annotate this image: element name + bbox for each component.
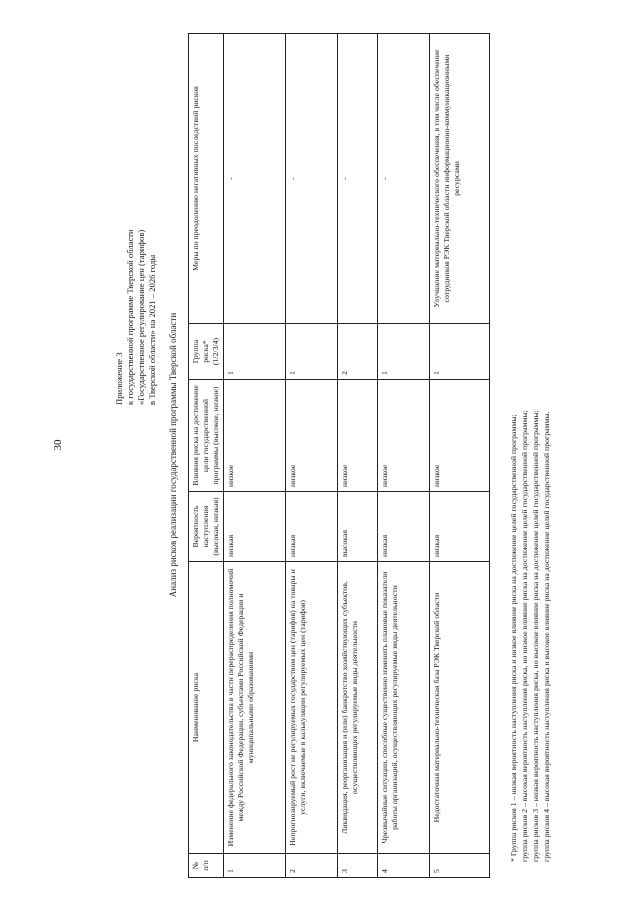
appendix-line: Приложение 3 (114, 352, 124, 405)
appendix-header (114, 35, 158, 405)
header-number: № п/п (189, 854, 224, 878)
row-number: 5 (430, 854, 490, 878)
risk-name: Ликвидация, реорганизация и (или) банкротство хозяйствующих субъектов, осуществляющих регулируемые виды деятельности (338, 562, 378, 854)
footnote-line: группа рисков 2 – высокая вероятность наступления риска, но низкое влияние риска на достижение целей государственной программы; (520, 410, 529, 862)
risk-probability: низкая (378, 492, 430, 562)
risk-table (188, 33, 490, 878)
risk-group: 1 (224, 324, 286, 380)
row-number: 4 (378, 854, 430, 878)
footnote-line: группа рисков 4 – высокая вероятность наступления риска и высокое влияние риска на достижение целей государственной программы. (542, 411, 551, 862)
page-number: 30 (52, 439, 64, 451)
appendix-line: «Государственное регулирование цен (тарифов) (136, 229, 146, 405)
header-risk-name: Наименование риска (189, 562, 224, 854)
header-measures: Меры по преодолению негативных последствий рисков (189, 34, 224, 324)
risk-group: 1 (430, 324, 490, 380)
table-row (378, 34, 430, 878)
risk-measures: Улучшение материально-технического обеспечения, в том числе обеспечение сотрудников РЭК Тверской области информационно-коммуникационными ресурсами (430, 34, 490, 324)
row-number: 1 (224, 854, 286, 878)
risk-group: 1 (378, 324, 430, 380)
row-number: 2 (286, 854, 338, 878)
risk-influence: низкое (430, 380, 490, 492)
risk-measures: - (224, 34, 286, 324)
risk-probability: низкая (224, 492, 286, 562)
header-probability: Вероятность наступления (высокая, низкая) (189, 492, 224, 562)
risk-group: 1 (286, 324, 338, 380)
table-row (430, 34, 490, 878)
risk-probability: высокая (338, 492, 378, 562)
risk-influence: низкое (378, 380, 430, 492)
risk-name: Непрогнозируемый рост не регулируемых государством цен (тарифов) на товары и услуги, включаемые в калькуляции регулируемых цен (тарифов) (286, 562, 338, 854)
risk-name: Чрезвычайные ситуации, способные существенно изменить плановые показатели работы организаций, осуществляющих регулируемые виды деятельности (378, 562, 430, 854)
header-risk-group: Группа риска* (1/2/3/4) (189, 324, 224, 380)
risk-name: Недостаточная материально-техническая база РЭК Тверской области (430, 562, 490, 854)
row-number: 3 (338, 854, 378, 878)
risk-probability: низкая (430, 492, 490, 562)
footnotes (508, 32, 552, 862)
header-influence: Влияния риска на достижение цели государственной программы (высокое, низкое) (189, 380, 224, 492)
table-row (224, 34, 286, 878)
footnote-line: * Группа рисков 1 – низкая вероятность наступления риска и низкое влияние риска на достижение целей государственной программы; (509, 414, 518, 862)
risk-influence: низкое (338, 380, 378, 492)
table-title: Анализ рисков реализации государственной программы Тверской области (168, 312, 178, 598)
risk-influence: низкое (224, 380, 286, 492)
risk-probability: низкая (286, 492, 338, 562)
appendix-line: в Тверской области» на 2021 – 2026 годы (147, 254, 157, 405)
footnote-line: группа рисков 3 – низкая вероятность наступления риска, но высокое влияние риска на достижение целей государственной программы; (531, 410, 540, 862)
risk-measures: - (286, 34, 338, 324)
risk-name: Изменение федерального законодательства в части перераспределения полномочий между Российской Федерации, субъектами Российской Федерации и муниципальными образованиями (224, 562, 286, 854)
table-row (286, 34, 338, 878)
appendix-line: к государственной программе Тверской области (125, 229, 135, 405)
risk-group: 2 (338, 324, 378, 380)
risk-influence: низкое (286, 380, 338, 492)
table-row (338, 34, 378, 878)
risk-measures: - (378, 34, 430, 324)
table-header-row (189, 34, 224, 878)
landscape-content (100, 30, 570, 880)
risk-measures: - (338, 34, 378, 324)
